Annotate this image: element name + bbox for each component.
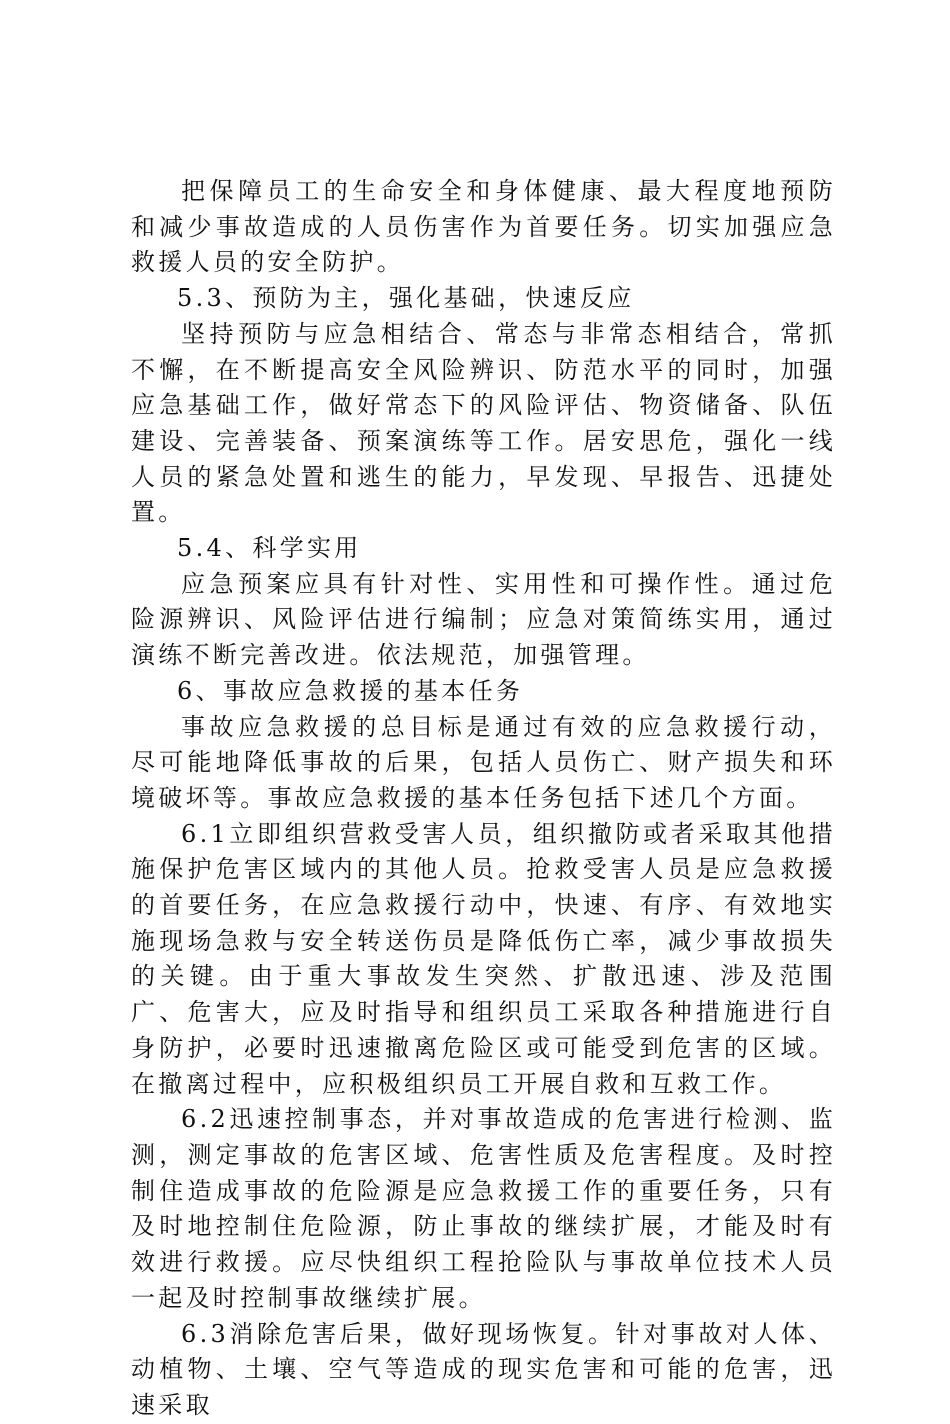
paragraph-rescue-goal: 事故应急救援的总目标是通过有效的应急救援行动，尽可能地降低事故的后果，包括人员伤亡、财产损失和环境破坏等。事故应急救援的基本任务包括下述几个方面。 [131, 712, 836, 812]
heading-5-3: 5.3、预防为主，强化基础，快速反应 [177, 284, 635, 313]
heading-6: 6、事故应急救援的基本任务 [177, 676, 524, 705]
paragraph-prevention: 坚持预防与应急相结合、常态与非常态相结合，常抓不懈，在不断提高安全风险辨识、防范水平的同时，加强应急基础工作，做好常态下的风险评估、物资储备、队伍建设、完善装备、预案演练等工作。居安思危，强化一线人员的紧急处置和逃生的能力，早发现、早报告、迅捷处置。 [131, 319, 836, 527]
paragraph-6-3: 6.3消除危害后果，做好现场恢复。针对事故对人体、动植物、土壤、空气等造成的现实危害和可能的危害，迅速采取 [131, 1319, 836, 1419]
paragraph-safety-priority: 把保障员工的生命安全和身体健康、最大程度地预防和减少事故造成的人员伤害作为首要任务。切实加强应急救援人员的安全防护。 [131, 177, 836, 277]
document-body [131, 174, 836, 1424]
paragraph-6-1: 6.1立即组织营救受害人员，组织撤防或者采取其他措施保护危害区域内的其他人员。抢救受害人员是应急救援的首要任务，在应急救援行动中，快速、有序、有效地实施现场急救与安全转送伤员是降低伤亡率，减少事故损失的关键。由于重大事故发生突然、扩散迅速、涉及范围广、危害大，应及时指导和组织员工采取各种措施进行自身防护，必要时迅速撤离危险区或可能受到危害的区域。在撤离过程中，应积极组织员工开展自救和互救工作。 [131, 819, 836, 1098]
heading-5-4: 5.4、科学实用 [177, 534, 362, 563]
paragraph-6-2: 6.2迅速控制事态，并对事故造成的危害进行检测、监测，测定事故的危害区域、危害性质及危害程度。及时控制住造成事故的危险源是应急救援工作的重要任务，只有及时地控制住危险源，防止事故的继续扩展，才能及时有效进行救援。应尽快组织工程抢险队与事故单位技术人员一起及时控制事故继续扩展。 [131, 1105, 836, 1312]
paragraph-practical: 应急预案应具有针对性、实用性和可操作性。通过危险源辨识、风险评估进行编制；应急对策简练实用，通过演练不断完善改进。依法规范，加强管理。 [131, 569, 836, 670]
